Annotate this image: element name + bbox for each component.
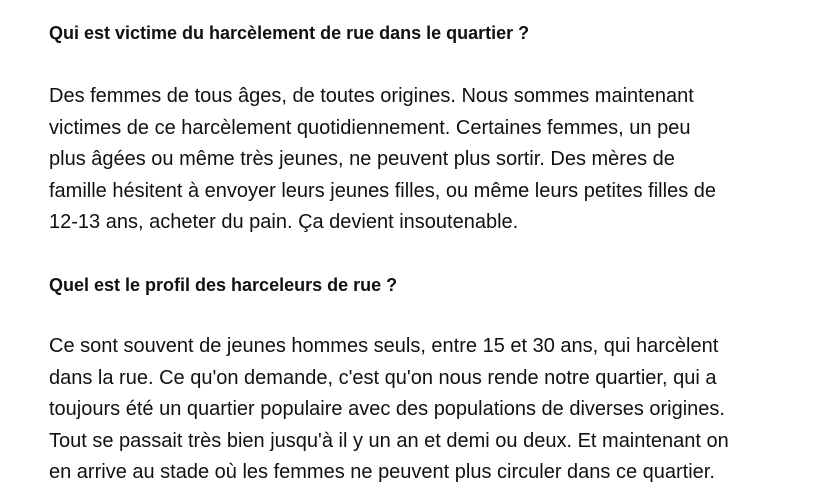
answer-2-line: Ce sont souvent de jeunes hommes seuls, entre 15 et 30 ans, qui harcèlent — [49, 335, 719, 357]
question-heading-1: Qui est victime du harcèlement de rue dans le quartier ? — [49, 23, 530, 43]
answer-2-line: Tout se passait très bien jusqu'à il y un an et demi ou deux. Et maintenant on — [49, 429, 729, 452]
answer-2-line: en arrive au stade où les femmes ne peuvent plus circuler dans ce quartier. — [49, 461, 715, 483]
answer-1-line: plus âgées ou même très jeunes, ne peuvent plus sortir. Des mères de — [49, 148, 675, 170]
answer-1-line: victimes de ce harcèlement quotidiennement. Certaines femmes, un peu — [49, 116, 691, 139]
answer-2-line: toujours été un quartier populaire avec des populations de diverses origines. — [49, 398, 725, 420]
answer-2-line: dans la rue. Ce qu'on demande, c'est qu'on nous rende notre quartier, qui a — [49, 366, 717, 389]
answer-1-line: famille hésitent à envoyer leurs jeunes filles, ou même leurs petites filles de — [49, 179, 716, 202]
answer-1-line: Des femmes de tous âges, de toutes origines. Nous sommes maintenant — [49, 85, 694, 107]
answer-paragraph-2 — [49, 331, 829, 489]
answer-1-line: 12-13 ans, acheter du pain. Ça devient insoutenable. — [49, 211, 519, 233]
answer-paragraph-1 — [49, 81, 829, 239]
question-heading-2: Quel est le profil des harceleurs de rue ? — [49, 275, 398, 295]
